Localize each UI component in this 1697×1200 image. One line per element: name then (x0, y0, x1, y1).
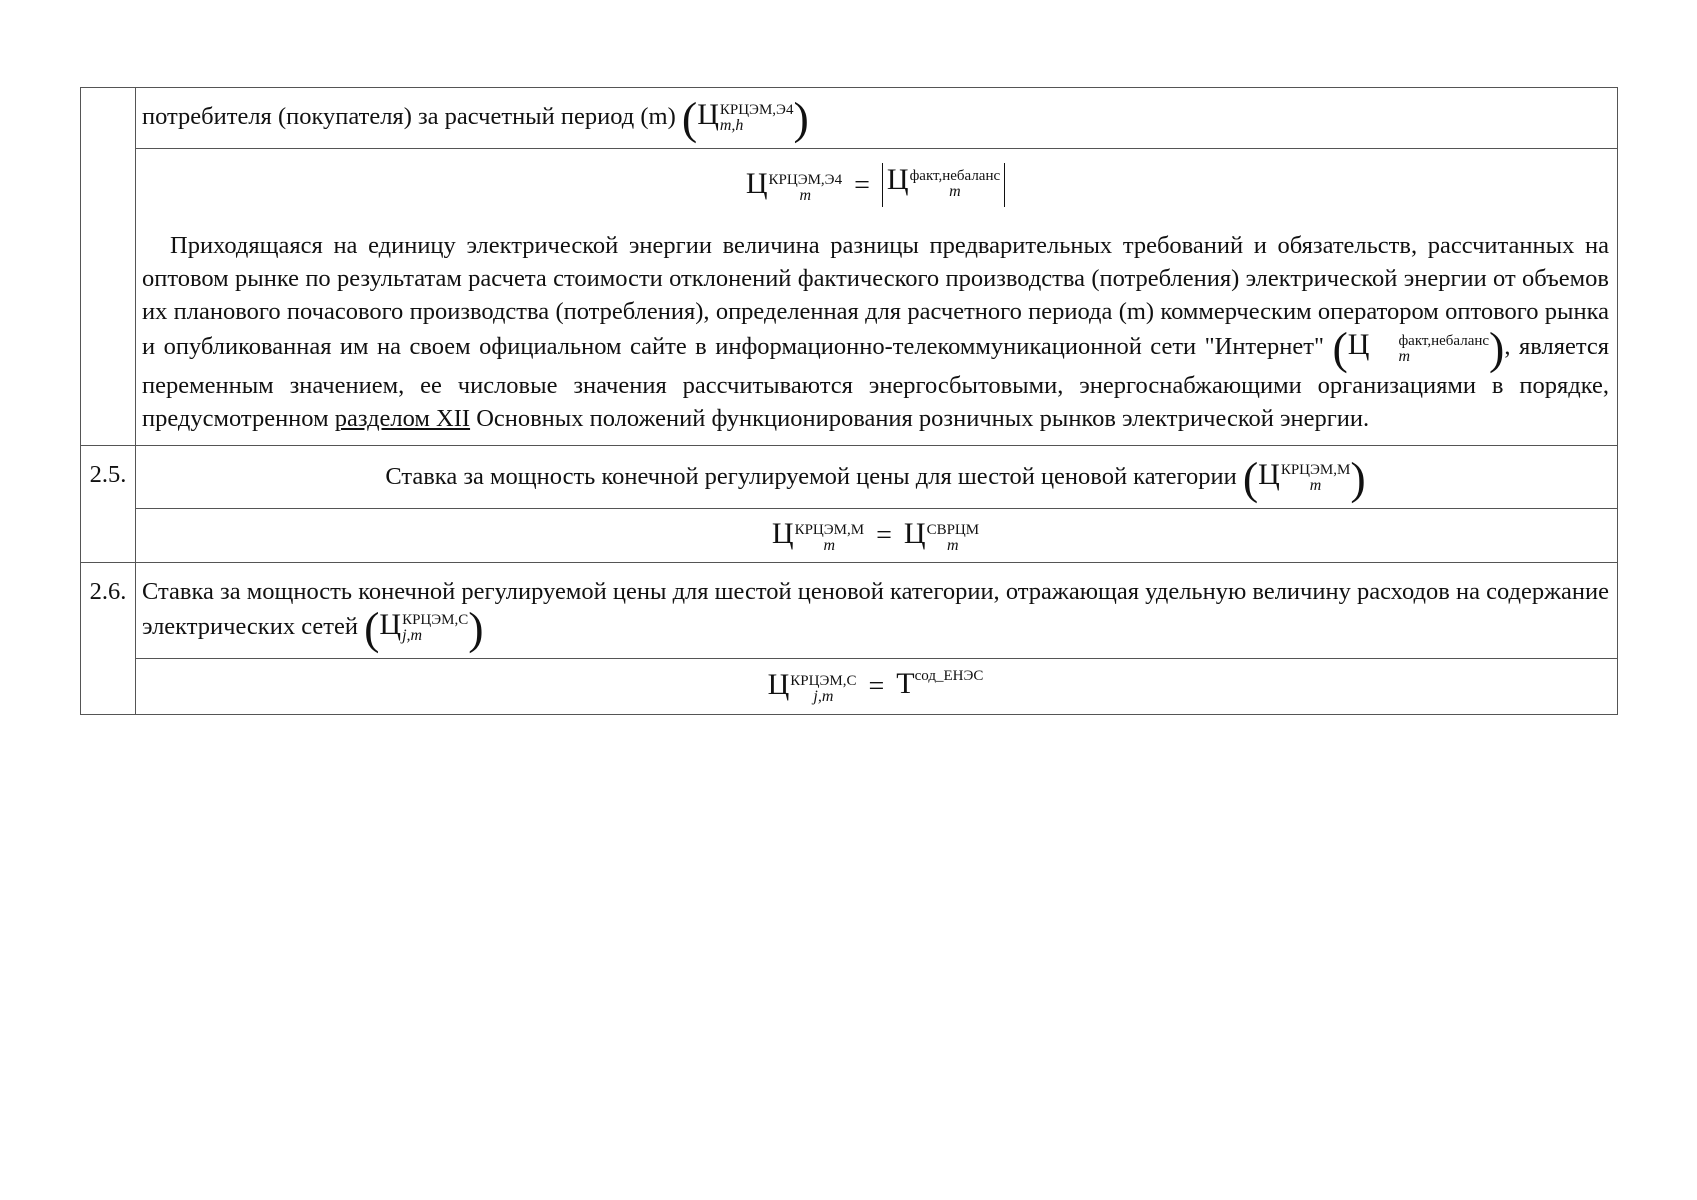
table-row (81, 88, 1618, 149)
row-number-cell (81, 562, 136, 714)
paragraph-text: , является переменным значением, ее числовые значения рассчитываются энергосбытовыми, энергоснабжающими организациями в порядке, предусмотренном (142, 333, 1610, 432)
formula-lhs-superscript: КРЦЭМ,С (790, 672, 857, 689)
formula-lhs-superscript: КРЦЭМ,Э4 (768, 171, 843, 188)
formula-superscript: КРЦЭМ,Э4 (719, 102, 794, 119)
formula-lhs-symbol: Ц (745, 167, 768, 201)
formula-cell (136, 658, 1618, 714)
equals-sign: = (876, 519, 892, 551)
table-row (81, 562, 1618, 658)
table-row (81, 509, 1618, 562)
formula-subscript: j,m (402, 626, 423, 644)
document-table (80, 87, 1618, 715)
formula-block (142, 163, 1609, 207)
description-cell: Ставка за мощность конечной регулируемой цены для шестой ценовой категории, отражающая удельную величину расходов на содержание электрических сетей (Ц КРЦЭМ,С j,m ) (136, 562, 1618, 658)
inline-formula-symbol: Ц (1347, 328, 1370, 362)
inline-formula-subscript: m (1398, 347, 1411, 365)
formula-cell (136, 149, 1618, 445)
table-row (81, 445, 1618, 508)
formula-rhs-symbol: Т (896, 666, 915, 700)
formula-superscript: КРЦЭМ,С (402, 611, 469, 628)
formula-subscript: m,h (719, 117, 744, 135)
row-number-cell (81, 445, 136, 562)
section-link[interactable]: разделом XII (334, 404, 471, 432)
equals-sign: = (868, 670, 885, 702)
row-number-cell (81, 88, 136, 446)
explanation-paragraph: Приходящаяся на единицу электрической энергии величина разницы предварительных требований и обязательств, рассчитанных на оптовом рынке по результатам расчета стоимости отклонений фактического производства (потребления) электрической энергии от объемов их планового почасового производства (потребления), определенная для расчетного периода (m) коммерческим оператором оптового рынка и опубликованная им на своем официальном сайте в информационно-телекоммуникационной сети "Интернет" (Ц факт,небаланс m ), является переменным значением, ее числовые значения рассчитываются энергосбытовыми, энергоснабжающими организациями в порядке, предусмотренном разделом XII Основных положений функционирования розничных рынков электрической энергии. (142, 232, 1610, 432)
equals-sign: = (854, 169, 870, 201)
paragraph-text: Основных положений функционирования розничных рынков электрической энергии. (470, 404, 1370, 432)
formula-rhs-superscript: сод_ЕНЭС (914, 667, 984, 684)
description-cell: Ставка за мощность конечной регулируемой цены для шестой ценовой категории (Ц КРЦЭМ,М m ) (136, 445, 1618, 508)
formula-superscript: КРЦЭМ,М (1280, 462, 1351, 479)
formula-rhs-subscript: m (949, 182, 961, 200)
formula-lhs-subscript: m (823, 536, 836, 554)
paragraph-text: Приходящаяся на единицу электрической энергии величина разницы предварительных требований и обязательств, рассчитанных на оптовом рынке по результатам расчета стоимости отклонений фактического производства (потребления) электрической энергии от объемов их планового почасового производства (потребления), определенная для расчетного периода (m) коммерческим оператором оптового рынка и опубликованная им на своем официальном сайте в информационно-телекоммуникационной сети "Интернет" (142, 232, 1609, 361)
formula-cell (136, 509, 1618, 562)
table-row (81, 658, 1618, 714)
formula-lhs-superscript: КРЦЭМ,М (794, 521, 865, 538)
absolute-value (882, 163, 1005, 207)
formula-symbol: Ц (1258, 457, 1280, 491)
formula-rhs-subscript: m (947, 536, 959, 554)
inline-formula-superscript: факт,небаланс (1398, 332, 1490, 349)
formula-subscript: m (1309, 477, 1322, 495)
formula-lhs-symbol: Ц (767, 668, 790, 702)
formula-lhs-symbol: Ц (771, 517, 794, 551)
formula-rhs-superscript: СВРЦМ (926, 521, 980, 538)
formula-lhs-subscript: j,m (813, 687, 834, 705)
description-text: потребителя (покупателя) за расчетный период (m) (142, 103, 676, 130)
formula-rhs-superscript: факт,небаланс (909, 167, 1001, 184)
description-text: Ставка за мощность конечной регулируемой цены для шестой ценовой категории (385, 462, 1237, 490)
description-cell: потребителя (покупателя) за расчетный период (m) (Ц КРЦЭМ,Э4 m,h ) (136, 88, 1618, 149)
formula-rhs-symbol: Ц (903, 517, 926, 551)
row-number: 2.5. (89, 460, 127, 488)
formula-symbol: Ц (697, 98, 719, 131)
formula-rhs-symbol: Ц (886, 163, 909, 197)
row-number: 2.6. (89, 577, 127, 605)
formula-lhs-subscript: m (799, 186, 812, 204)
description-text: Ставка за мощность конечной регулируемой цены для шестой ценовой категории, отражающая удельную величину расходов на содержание электрических сетей (142, 577, 1609, 640)
table-row (81, 149, 1618, 445)
formula-symbol: Ц (379, 607, 402, 641)
